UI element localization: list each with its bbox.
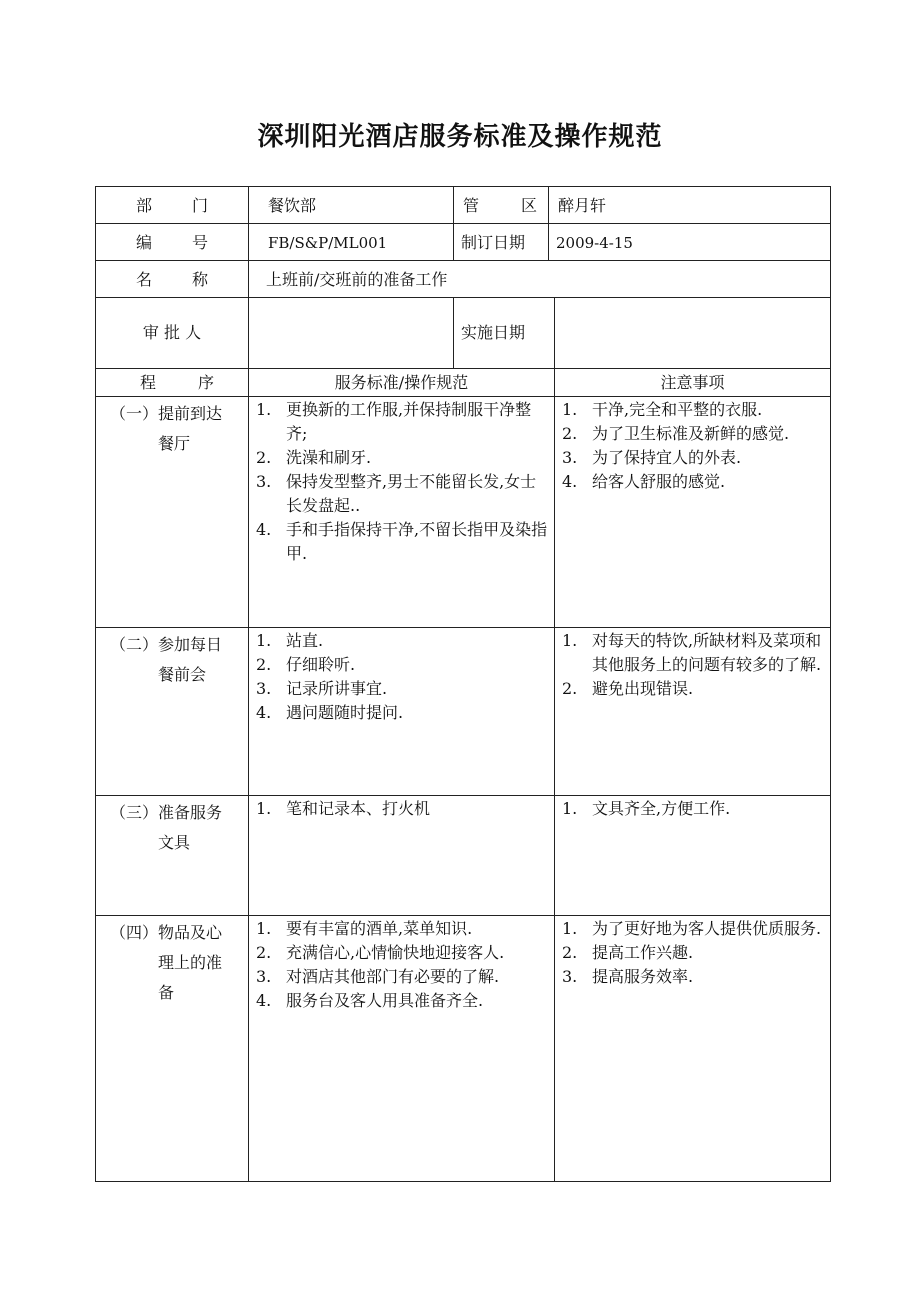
standards-list (256, 398, 550, 566)
list-item: 4. 手和手指保持干净,不留长指甲及染指甲. (256, 520, 548, 563)
column-divider (554, 297, 555, 369)
list-item: 2. 充满信心,心情愉快地迎接客人. (256, 943, 505, 962)
list-item: 1. 对每天的特饮,所缺材料及菜项和其他服务上的问题有较多的了解. (562, 631, 822, 674)
notes-column-header: 注意事项 (660, 373, 725, 392)
column-divider (554, 368, 555, 1182)
table-border-right (830, 186, 831, 1182)
list-item: 2. 洗澡和刷牙. (256, 448, 372, 467)
date-label: 制订日期 (461, 233, 526, 252)
row-divider (95, 223, 831, 224)
row-divider (95, 260, 831, 261)
list-item: 3. 对酒店其他部门有必要的了解. (256, 967, 500, 986)
standard-column-header: 服务标准/操作规范 (334, 373, 469, 392)
area-label: 管 区 (463, 196, 537, 215)
name-label: 名 称 (136, 270, 208, 289)
list-item: 4. 服务台及客人用具准备齐全. (256, 991, 484, 1010)
list-item: 3. 提高服务效率. (562, 967, 694, 986)
list-item: 1. 站直. (256, 631, 324, 650)
table-border-top (95, 186, 831, 187)
list-item: 1. 为了更好地为客人提供优质服务. (562, 919, 822, 938)
approver-label: 审 批 人 (142, 323, 202, 342)
list-item: 3. 为了保持宜人的外表. (562, 448, 742, 467)
standards-list (256, 629, 550, 725)
effective-date-label: 实施日期 (461, 323, 526, 342)
date-value: 2009-4-15 (556, 234, 633, 252)
column-divider (453, 186, 454, 261)
list-item: 3. 记录所讲事宜. (256, 679, 388, 698)
page-title: 深圳阳光酒店服务标准及操作规范 (257, 122, 663, 152)
notes-list (562, 629, 826, 701)
department-value: 餐饮部 (268, 196, 317, 215)
row-divider (95, 396, 831, 397)
procedure-column-header: 程 序 (140, 373, 214, 392)
area-value: 醉月轩 (558, 196, 607, 215)
row-divider (95, 368, 831, 369)
list-item: 4. 给客人舒服的感觉. (562, 472, 726, 491)
list-item: 1. 笔和记录本、打火机 (256, 799, 431, 818)
procedure-step: （一） 提前到达餐厅 (110, 404, 223, 453)
list-item: 1. 要有丰富的酒单,菜单知识. (256, 919, 473, 938)
notes-list (562, 917, 826, 989)
list-item: 1. 更换新的工作服,并保持制服干净整齐; (256, 400, 532, 443)
column-divider (248, 186, 249, 1182)
column-divider (548, 186, 549, 261)
list-item: 2. 仔细聆听. (256, 655, 356, 674)
code-label: 编 号 (136, 233, 208, 252)
table-border-bottom (95, 1181, 831, 1182)
standards-list (256, 917, 550, 1013)
notes-list (562, 797, 826, 821)
list-item: 2. 避免出现错误. (562, 679, 694, 698)
code-value: FB/S&P/ML001 (268, 234, 388, 252)
column-divider (453, 297, 454, 369)
row-divider (95, 795, 831, 796)
list-item: 3. 保持发型整齐,男士不能留长发,女士长发盘起.. (256, 472, 537, 515)
row-divider (95, 915, 831, 916)
standards-list (256, 797, 550, 821)
notes-list (562, 398, 826, 494)
list-item: 4. 遇问题随时提问. (256, 703, 404, 722)
list-item: 1. 干净,完全和平整的衣服. (562, 400, 763, 419)
department-label: 部 门 (136, 196, 208, 215)
row-divider (95, 297, 831, 298)
procedure-step: （三） 准备服务文具 (110, 803, 223, 852)
row-divider (95, 627, 831, 628)
list-item: 1. 文具齐全,方便工作. (562, 799, 731, 818)
list-item: 2. 提高工作兴趣. (562, 943, 694, 962)
list-item: 2. 为了卫生标准及新鲜的感觉. (562, 424, 790, 443)
name-value: 上班前/交班前的准备工作 (266, 270, 448, 289)
procedure-step: （四） 物品及心理上的准备 (110, 923, 223, 1002)
procedure-step: （二） 参加每日餐前会 (110, 635, 223, 684)
